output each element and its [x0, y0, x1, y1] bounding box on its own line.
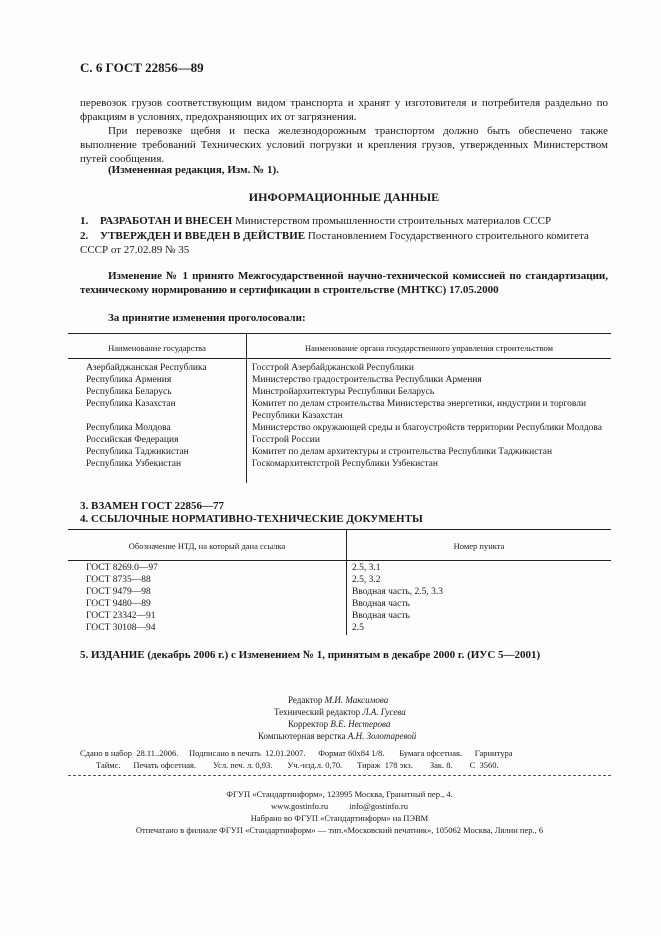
table2-col2-header: Номер пункта — [453, 541, 505, 551]
section-1-heading: РАЗРАБОТАН И ВНЕСЕН — [100, 215, 233, 227]
table1-col2-header: Наименование органа государственного управления строительством — [305, 343, 553, 353]
table2-row — [80, 610, 611, 622]
table1-cell-right: Комитет по делам архитектуры и строительства Республики Таджикистан — [252, 447, 553, 457]
table1 — [80, 362, 611, 470]
table2-row — [80, 574, 611, 586]
footer-line-1: ФГУП «Стандартинформ», 123995 Москва, Гранатный пер., 4. — [226, 789, 453, 799]
table1-cell-left: Республика Беларусь — [86, 387, 172, 397]
imprint-line-1: Сдано в набор 28.11..2006. Подписано в печать 12.01.2007. Формат 60x84 1/8. Бумага офсетная. Гарнитура — [80, 748, 513, 758]
imprint-line-2: Таймс. Печать офсетная. Усл. печ. л. 0,93. Уч.-изд.л. 0,70. Тираж 178 экз. Зак. 8. С 3560. — [96, 760, 499, 770]
editor-line — [230, 730, 490, 742]
editor-role: Редактор — [288, 695, 325, 705]
table2-cell-left: ГОСТ 23342—91 — [86, 611, 156, 621]
table2-cell-left: ГОСТ 8269.0—97 — [86, 563, 158, 573]
table1-header-rule — [68, 358, 611, 359]
imprint-rule — [68, 775, 611, 776]
table1-cell-right: Минстройархитектуры Республики Беларусь — [252, 387, 435, 397]
table1-cell-left: Республика Молдова — [86, 423, 171, 433]
table2-row — [80, 586, 611, 598]
table1-row — [80, 374, 611, 386]
table1-cell-right: Госстрой России — [252, 435, 320, 445]
table1-row — [80, 398, 611, 422]
table2-row — [80, 622, 611, 634]
editor-role: Компьютерная верстка — [258, 731, 348, 741]
table2-row — [80, 562, 611, 574]
footer-line-4: Отпечатано в филиале ФГУП «Стандартинформ» — тип.«Московский печатник», 105062 Москва, Лялин пер., 6 — [135, 825, 544, 835]
table1-row — [80, 362, 611, 374]
table2 — [80, 562, 611, 634]
editor-name: М.И. Максимова — [324, 695, 389, 705]
editor-role: Технический редактор — [274, 707, 363, 717]
table2-cell-right: 2.5, 3.1 — [352, 563, 381, 573]
editor-line — [230, 706, 490, 718]
table2-row — [80, 598, 611, 610]
change-note: Изменение № 1 принято Межгосударственной научно-технической комиссией по стандартизации, техническому нормированию и сертификации в строительстве (МНТКС) 17.05.2000 — [80, 270, 608, 296]
page-header: С. 6 ГОСТ 22856—89 — [80, 60, 204, 75]
table1-row — [80, 458, 611, 470]
table1-cell-right: Министерство окружающей среды и благоустройств территории Республики Молдова — [252, 423, 602, 433]
table2-cell-right: Вводная часть — [352, 599, 410, 609]
table1-cell-left: Республика Таджикистан — [86, 447, 189, 457]
editor-role: Корректор — [288, 719, 331, 729]
table1-cell-left: Республика Армения — [86, 375, 172, 385]
table2-header-rule — [68, 560, 611, 561]
table2-cell-right: 2.5, 3.2 — [352, 575, 381, 585]
table1-cell-left: Азербайджанская Республика — [86, 363, 207, 373]
paragraph-transport: перевозок грузов соответствующим видом транспорта и хранят у изготовителя и потребителя раздельно по фракциям в условиях, предохраняющих их от загрязнения. — [80, 97, 608, 123]
table2-cell-left: ГОСТ 30108—94 — [86, 623, 156, 633]
table1-cell-right: Госстрой Азербайджанской Республики — [252, 363, 414, 373]
table2-cell-right: Вводная часть, 2.5, 3.3 — [352, 587, 444, 597]
editor-line — [230, 718, 490, 730]
section-2 — [80, 229, 608, 257]
table1-row — [80, 434, 611, 446]
section-1 — [80, 214, 608, 228]
footer-line-3: Набрано во ФГУП «Стандартинформ» на ПЭВМ — [250, 813, 429, 823]
table1-cell-right: Госкомархитектстрой Республики Узбекистан — [252, 459, 438, 469]
table1-row — [80, 386, 611, 398]
table1-row — [80, 446, 611, 458]
section-5: 5. ИЗДАНИЕ (декабрь 2006 г.) с Изменением № 1, принятым в декабре 2000 г. (ИУС 5—2001) — [80, 649, 541, 661]
table2-cell-left: ГОСТ 8735—88 — [86, 575, 151, 585]
table2-body — [80, 562, 611, 634]
table2-cell-left: ГОСТ 9479—98 — [86, 587, 151, 597]
footer-line-2: www.gostinfo.ru info@gostinfo.ru — [271, 801, 408, 811]
section-3: 3. ВЗАМЕН ГОСТ 22856—77 — [80, 500, 225, 512]
table1-cell-right: Комитет по делам строительства Министерства энергетики, индустрии и торговли Республики Казахстан — [252, 399, 587, 421]
section-1-text: Министерством промышленности строительных материалов СССР — [232, 215, 552, 227]
section-2-text: Постановлением Государственного строительного комитета СССР от 27.02.89 № 35 — [80, 230, 589, 256]
section-4: 4. ССЫЛОЧНЫЕ НОРМАТИВНО-ТЕХНИЧЕСКИЕ ДОКУМЕНТЫ — [80, 513, 423, 525]
table2-top-rule — [68, 529, 611, 530]
editor-name: Л.А. Гусева — [362, 707, 406, 717]
section-2-heading: УТВЕРЖДЕН И ВВЕДЕН В ДЕЙСТВИЕ — [100, 230, 306, 242]
table2-col1-header: Обозначение НТД, на который дана ссылка — [128, 541, 286, 551]
table1-cell-left: Республика Узбекистан — [86, 459, 182, 469]
table1-top-rule — [68, 333, 611, 334]
voted-heading: За принятие изменения проголосовали: — [108, 312, 306, 324]
editors-block — [230, 694, 490, 742]
table1-col1-header: Наименование государства — [108, 343, 206, 353]
section-2-num: 2. — [80, 230, 89, 242]
editor-line — [230, 694, 490, 706]
editor-name: В.Е. Нестерова — [330, 719, 391, 729]
table2-cell-right: 2.5 — [352, 623, 364, 633]
table1-body — [80, 362, 611, 470]
table2-cell-right: Вводная часть — [352, 611, 410, 621]
section-1-num: 1. — [80, 215, 89, 227]
table1-row — [80, 422, 611, 434]
paragraph-amendment-note: (Измененная редакция, Изм. № 1). — [108, 164, 279, 176]
table1-cell-right: Министерство градостроительства Республики Армения — [252, 375, 482, 385]
info-title: ИНФОРМАЦИОННЫЕ ДАННЫЕ — [248, 190, 440, 204]
table1-cell-left: Республика Казахстан — [86, 399, 176, 409]
editor-name: А.Н. Золотаревой — [347, 731, 417, 741]
table1-cell-left: Российская Федерация — [86, 435, 179, 445]
table2-cell-left: ГОСТ 9480—89 — [86, 599, 151, 609]
paragraph-rail: При перевозке щебня и песка железнодорожным транспортом должно быть обеспечено также выполнение требований Технических условий погрузки и крепления грузов, утвержденных Министерством путей сообщения. — [80, 125, 608, 165]
